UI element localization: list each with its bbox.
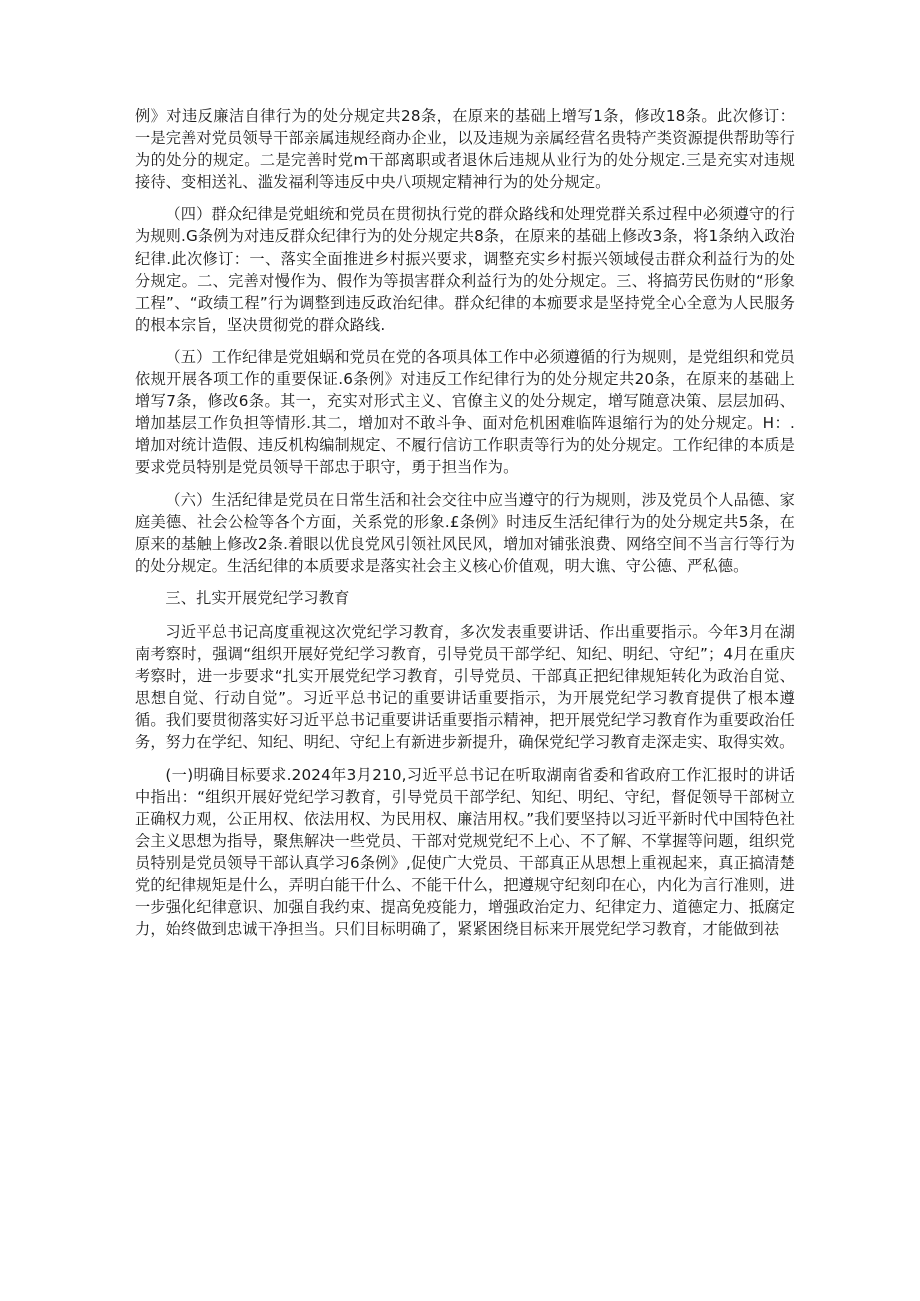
paragraph-life-discipline: （六）生活纪律是党员在日常生活和社会交往中应当遵守的行为规则，涉及党员个人品德、家庭美德、社会公检等各个方面，关系党的形象.£条例》时违反生活纪律行为的处分规定共5条，在原来的基触上修改2条.着眼以优良党风引领社风民风，增加对铺张浪费、网络空间不当言行等行为的处分规定。生活纪律的本质要求是落实社会主义核心价值观，明大谯、守公德、严私德。 [135,490,795,575]
paragraph-study-education: 习近平总书记高度重视这次党纪学习教育，多次发表重要讲话、作出重要指示。今年3月在湖南考察时，强调“组织开展好党纪学习教育，引导党员干部学纪、知纪、明纪、守纪”；4月在重庆考察时，进一步要求“扎实开展党纪学习教育，引导党员、干部真正把纪律规矩转化为政治自觉、思想自觉、行动自觉”。习近平总书记的重要讲话重要指示，为开展党纪学习教育提供了根本遵循。我们要贯彻落实好习近平总书记重要讲话重要指示精神，把开展党纪学习教育作为重要政治任务，努力在学纪、知纪、明纪、守纪上有新进步新提升，确保党纪学习教育走深走实、取得实效。 [135,622,795,752]
paragraph-mass-discipline: （四）群众纪律是党蛆统和党员在贯彻执行党的群众路线和处理党群关系过程中必须遵守的行为规则.G条例为对违反群众纪律行为的处分规定共8条，在原来的基础上修改3条，将1条纳入政治纪律.此次修订：一、落实全面推进乡村振兴要求，调整充实乡村振兴领域侵击群众利益行为的处分规定。二、完善对慢作为、假作为等损害群众利益行为的处分规定。三、将搞劳民伤财的“形象工程”、“政绩工程”行为调整到违反政治纪律。群众纪律的本痂要求是坚持党全心全意为人民服务的根本宗旨，坚决贯彻党的群众路线. [135,205,795,334]
paragraph-work-discipline: （五）工作纪律是党姐蜗和党员在党的各项具体工作中必须遵循的行为规则，是党组织和党员依规开展各项工作的重要保证.6条例》对违反工作纪律行为的处分规定共20条，在原来的基础上增写7条，修改6条。其一，充实对形式主义、官僚主义的处分规定，增写随意决策、层层加码、增加基层工作负担等情形.其二，增加对不敢斗争、面对危机困难临阵退缩行为的处分规定。H：.增加对统计造假、违反机构编制规定、不履行信访工作职责等行为的处分规定。工作纪律的本质是要求党员特别是党员领导干部忠于职守，勇于担当作为。 [135,347,795,477]
paragraph-goal-requirements: (一)明确目标要求.2024年3月210,习近平总书记在听取湖南省委和省政府工作汇报时的讲话中指出：“组织开展好党纪学习教育，引导党员干部学纪、知纪、明纪、守纪，督促领导干部树立正确权力观，公正用权、依法用权、为民用权、廉洁用权。”我们要坚持以习近平新时代中国特色社会主义思想为指导，聚焦解决一些党员、干部对党规党纪不上心、不了解、不掌握等问题，组织党员特别是党员领导干部认真学习6条例》,促使广大党员、干部真正从思想上重视起来，真正搞清楚党的纪律规矩是什么，弄明白能干什么、不能干什么，把遵规守纪刻印在心，内化为言行准则，进一步强化纪律意识、加强自我约束、提高免疫能力，增强政治定力、纪律定力、道德定力、抵腐定力，始终做到忠诚干净担当。只们目标明确了，紧紧困绕目标来开展党纪学习教育，才能做到祛 [135,765,795,939]
document-body [135,105,795,950]
section-heading: 三、扎实开展党纪学习教育 [165,588,350,607]
paragraph-discipline-integrity: 例》对违反廉洁自律行为的处分规定共28条，在原来的基础上增写1条，修改18条。此次修订：一是完善对党员领导干部亲属违规经商办企业，以及违规为亲属经营名贵特产类资源提供帮助等行为的处分的规定。二是完善时党m干部离职或者退休后违规从业行为的处分规定.三是充实对违规接待、变相送礼、滥发福利等违反中央八项规定精神行为的处分规定。 [135,107,795,192]
